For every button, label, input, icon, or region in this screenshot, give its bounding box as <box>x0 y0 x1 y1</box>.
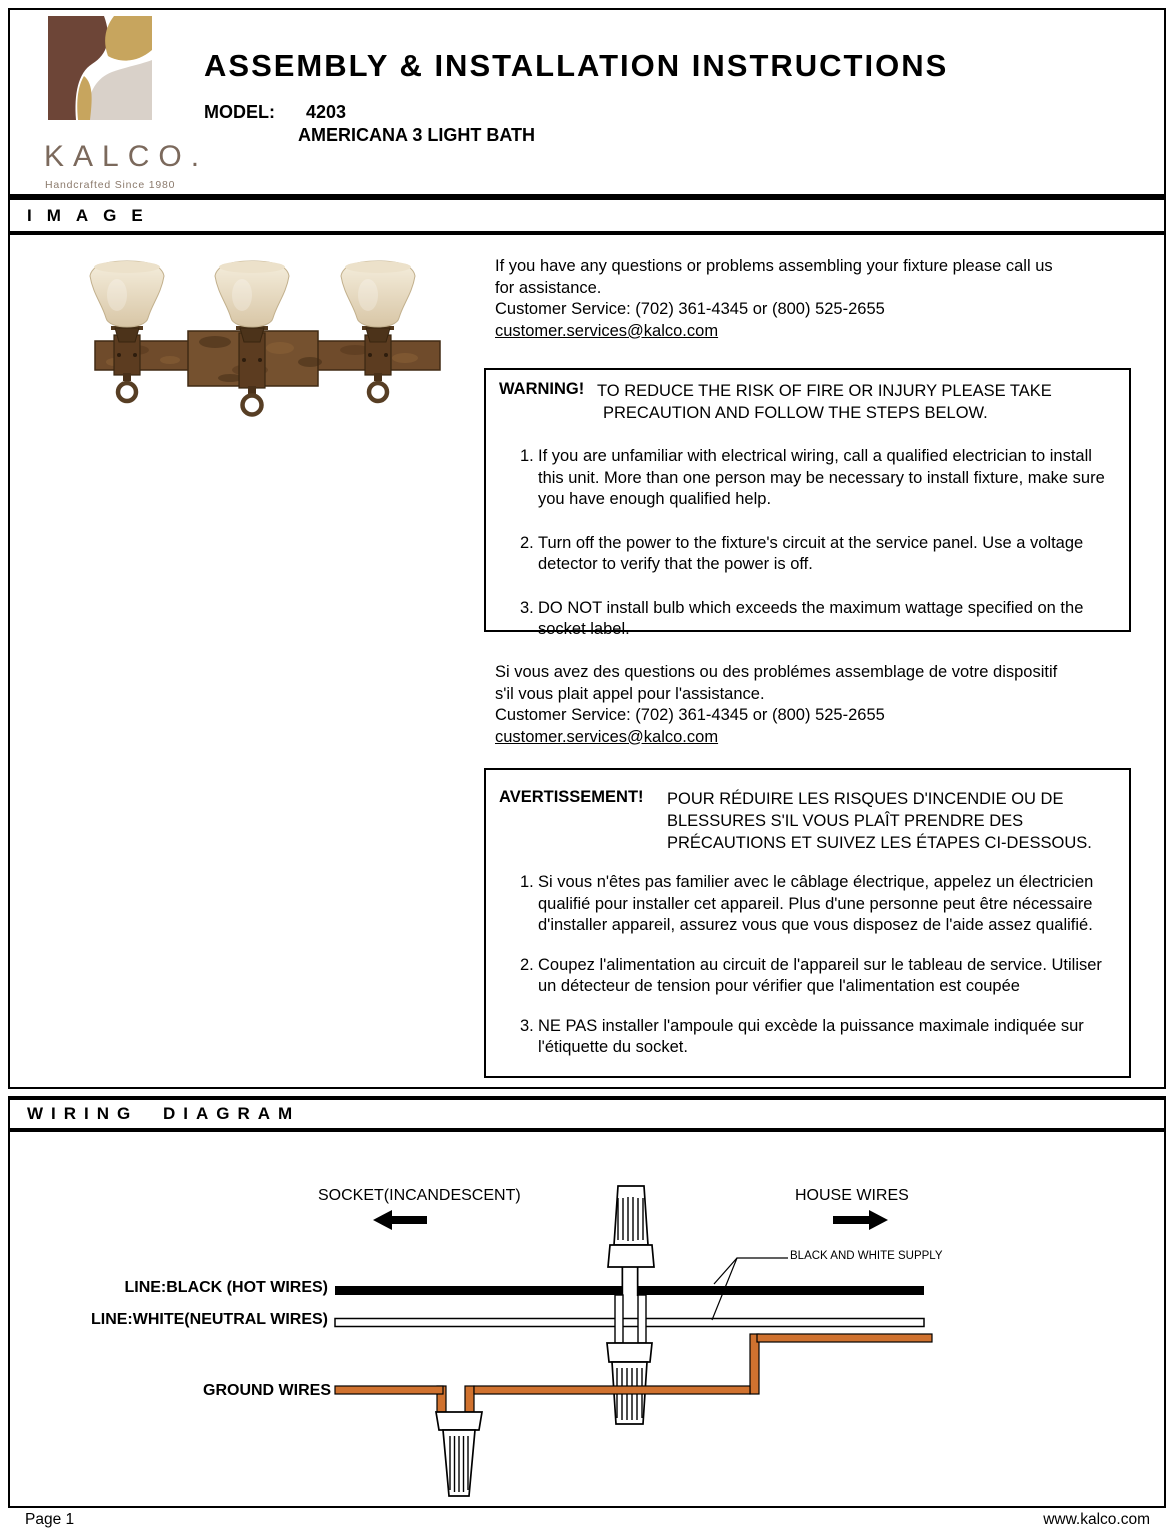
item-number: 1. <box>520 873 534 891</box>
product-image <box>75 250 475 435</box>
warning-heading-fr-1: POUR RÉDUIRE LES RISQUES D'INCENDIE OU DE <box>667 790 1064 808</box>
warning-heading-fr-3: PRÉCAUTIONS ET SUIVEZ LES ÉTAPES CI-DESSOUS. <box>667 834 1092 852</box>
warning-en-item <box>520 446 1113 511</box>
contact-info-en <box>495 256 1053 342</box>
contact-en-line2: for assistance. <box>495 278 602 297</box>
warning-fr-item <box>520 1016 1113 1059</box>
item-number: 2. <box>520 533 534 552</box>
item-text: Coupez l'alimentation au circuit de l'appareil sur le tableau de service. Utiliser un détecteur de tension pour vérifier que l'alimentation est coupée <box>538 955 1102 995</box>
website-link[interactable]: www.kalco.com <box>1043 1511 1150 1528</box>
supply-label: BLACK AND WHITE SUPPLY <box>790 1250 943 1262</box>
contact-en-line1: If you have any questions or problems assembling your fixture please call us <box>495 257 1053 275</box>
warning-label-en: WARNING! <box>499 380 585 398</box>
item-number: 2. <box>520 955 534 974</box>
warning-label-fr: AVERTISSEMENT! <box>499 788 644 806</box>
item-text: DO NOT install bulb which exceeds the maximum wattage specified on the socket label. <box>538 598 1084 638</box>
wire-nut-top-icon <box>608 1186 654 1267</box>
page-title: ASSEMBLY & INSTALLATION INSTRUCTIONS <box>204 48 949 83</box>
item-text: If you are unfamiliar with electrical wiring, call a qualified electrician to install this unit. More than one person may be necessary to install fixture, make sure you have enough qualified help. <box>538 447 1105 508</box>
warning-box-fr <box>484 768 1131 1078</box>
warning-heading-en-2: PRECAUTION AND FOLLOW THE STEPS BELOW. <box>603 404 988 422</box>
line-white-label: LINE:WHITE(NEUTRAL WIRES) <box>90 1311 328 1328</box>
item-number: 1. <box>520 447 534 465</box>
kalco-logo-icon <box>48 16 152 120</box>
wiring-section-label: WIRING DIAGRAM <box>27 1104 301 1123</box>
model-number: 4203 <box>306 102 347 122</box>
ground-wires-label: GROUND WIRES <box>203 1382 331 1399</box>
item-text: NE PAS installer l'ampoule qui excède la puissance maximale indiquée sur l'étiquette du socket. <box>538 1016 1084 1056</box>
contact-fr-phone: Customer Service: (702) 361-4345 or (800) 525-2655 <box>495 706 885 724</box>
socket-label: SOCKET(INCANDESCENT) <box>318 1187 521 1204</box>
wiring-section-bar <box>8 1096 1166 1130</box>
warning-heading-fr-2: BLESSURES S'IL VOUS PLAÎT PRENDRE DES <box>667 812 1024 830</box>
brand-tagline: Handcrafted Since 1980 <box>45 179 176 191</box>
wire-nut-ground-icon <box>436 1412 482 1496</box>
contact-fr-line2: s'il vous plait appel pour l'assistance. <box>495 684 765 703</box>
warning-box-en <box>484 368 1131 638</box>
item-number: 3. <box>520 598 534 617</box>
neutral-wire-line <box>335 1319 924 1327</box>
header-box <box>8 8 1166 196</box>
house-wires-arrow-icon <box>833 1210 888 1230</box>
wire-nut-center-icon <box>607 1343 652 1424</box>
contact-fr-email-link[interactable]: customer.services@kalco.com <box>495 727 719 746</box>
line-black-label: LINE:BLACK (HOT WIRES) <box>124 1279 328 1296</box>
image-section-bar <box>8 196 1166 233</box>
item-number: 3. <box>520 1016 534 1035</box>
model-name: AMERICANA 3 LIGHT BATH <box>298 125 535 145</box>
warning-heading-en-1: TO REDUCE THE RISK OF FIRE OR INJURY PLEASE TAKE <box>597 382 1052 400</box>
contact-en-email-link[interactable]: customer.services@kalco.com <box>495 321 719 340</box>
brand-wordmark: KALCO. <box>44 140 209 173</box>
page-number: Page 1 <box>25 1511 75 1528</box>
model-label: MODEL: <box>204 102 275 122</box>
contact-fr-line1: Si vous avez des questions ou des problémes assemblage de votre dispositif <box>495 663 1058 681</box>
contact-en-phone: Customer Service: (702) 361-4345 or (800) 525-2655 <box>495 300 885 318</box>
warning-en-item <box>520 533 1113 576</box>
warning-en-item <box>520 598 1113 641</box>
socket-arrow-icon <box>373 1210 427 1230</box>
house-wires-label: HOUSE WIRES <box>795 1187 909 1204</box>
item-text: Si vous n'êtes pas familier avec le câblage électrique, appelez un électricien qualifié pour installer cet appareil. Plus d'une personne peut être nécessaire d'installer appareil, assurez vous que vous disposez de l'aide assez qualifié. <box>538 873 1094 934</box>
item-text: Turn off the power to the fixture's circuit at the service panel. Use a voltage detector to verify that the power is off. <box>538 533 1084 573</box>
image-section-label: IMAGE <box>27 205 158 225</box>
contact-info-fr <box>495 662 1057 748</box>
warning-fr-item <box>520 872 1113 937</box>
warning-fr-item <box>520 955 1113 998</box>
